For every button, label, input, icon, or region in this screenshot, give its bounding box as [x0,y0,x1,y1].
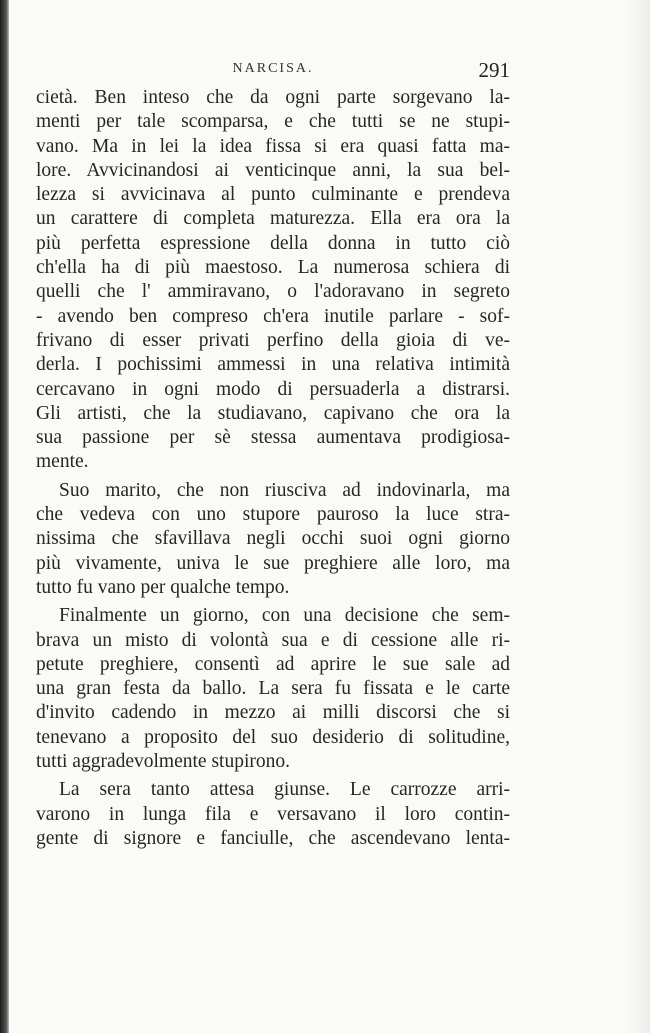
text-line: lore. Avvicinandosi ai venticinque anni, la sua bel- [36,159,510,181]
page-shadow [628,0,650,1033]
text-line: menti per tale scomparsa, e che tutti se ne stupi- [36,111,510,133]
text-line: d'invito cadendo in mezzo ai milli discorsi che si [36,702,510,724]
text-line: brava un misto di volontà sua e di cessione alle ri- [36,629,510,651]
text-line: frivano di esser privati perfino della gioia di ve- [36,329,510,351]
text-line: mente. [36,451,89,473]
text-line: Suo marito, che non riusciva ad indovinarla, ma [59,479,510,501]
page-header [36,58,510,88]
text-line: varono in lunga fila e versavano il loro contin- [36,803,510,825]
text-line: vano. Ma in lei la idea fissa si era quasi fatta ma- [36,135,510,157]
text-line: derla. I pochissimi ammessi in una relativa intimità [36,354,510,376]
text-line: un carattere di completa maturezza. Ella era ora la [36,208,510,230]
text-line: petute preghiere, consentì ad aprire le sue sale ad [36,653,510,675]
text-line: tenevano a proposito del suo desiderio di solitudine, [36,726,510,748]
page-number: 291 [478,58,510,82]
text-line: Finalmente un giorno, con una decisione che sem- [59,605,510,627]
text-line: tutti aggradevolmente stupirono. [36,751,290,773]
text-line: lezza si avvicinava al punto culminante e prendeva [36,184,510,206]
text-line: Gli artisti, che la studiavano, capivano che ora la [36,402,510,424]
text-line: più vivamente, univa le sue preghiere alle loro, ma [36,552,510,574]
text-line: - avendo ben compreso ch'era inutile parlare - sof- [36,305,510,327]
page-binding-edge [0,0,9,1033]
text-line: nissima che sfavillava negli occhi suoi ogni giorno [36,528,510,550]
text-line: tutto fu vano per qualche tempo. [36,576,290,598]
text-line: La sera tanto attesa giunse. Le carrozze arri- [59,779,510,801]
text-line: cercavano in ogni modo di persuaderla a distrarsi. [36,378,510,400]
text-line: cietà. Ben inteso che da ogni parte sorgevano la- [36,87,510,108]
text-line: sua passione per sè stessa aumentava prodigiosa- [36,427,510,449]
text-line: ch'ella ha di più maestoso. La numerosa schiera di [36,257,510,279]
running-title: NARCISA. [232,61,314,76]
text-line: quelli che l' ammiravano, o l'adoravano in segreto [36,281,510,303]
text-line: gente di signore e fanciulle, che ascendevano lenta- [36,827,510,849]
text-line: più perfetta espressione della donna in tutto ciò [36,232,510,254]
body-text [36,86,510,851]
text-line: che vedeva con uno stupore pauroso la luce stra- [36,504,510,526]
text-line: una gran festa da ballo. La sera fu fissata e le carte [36,678,510,700]
